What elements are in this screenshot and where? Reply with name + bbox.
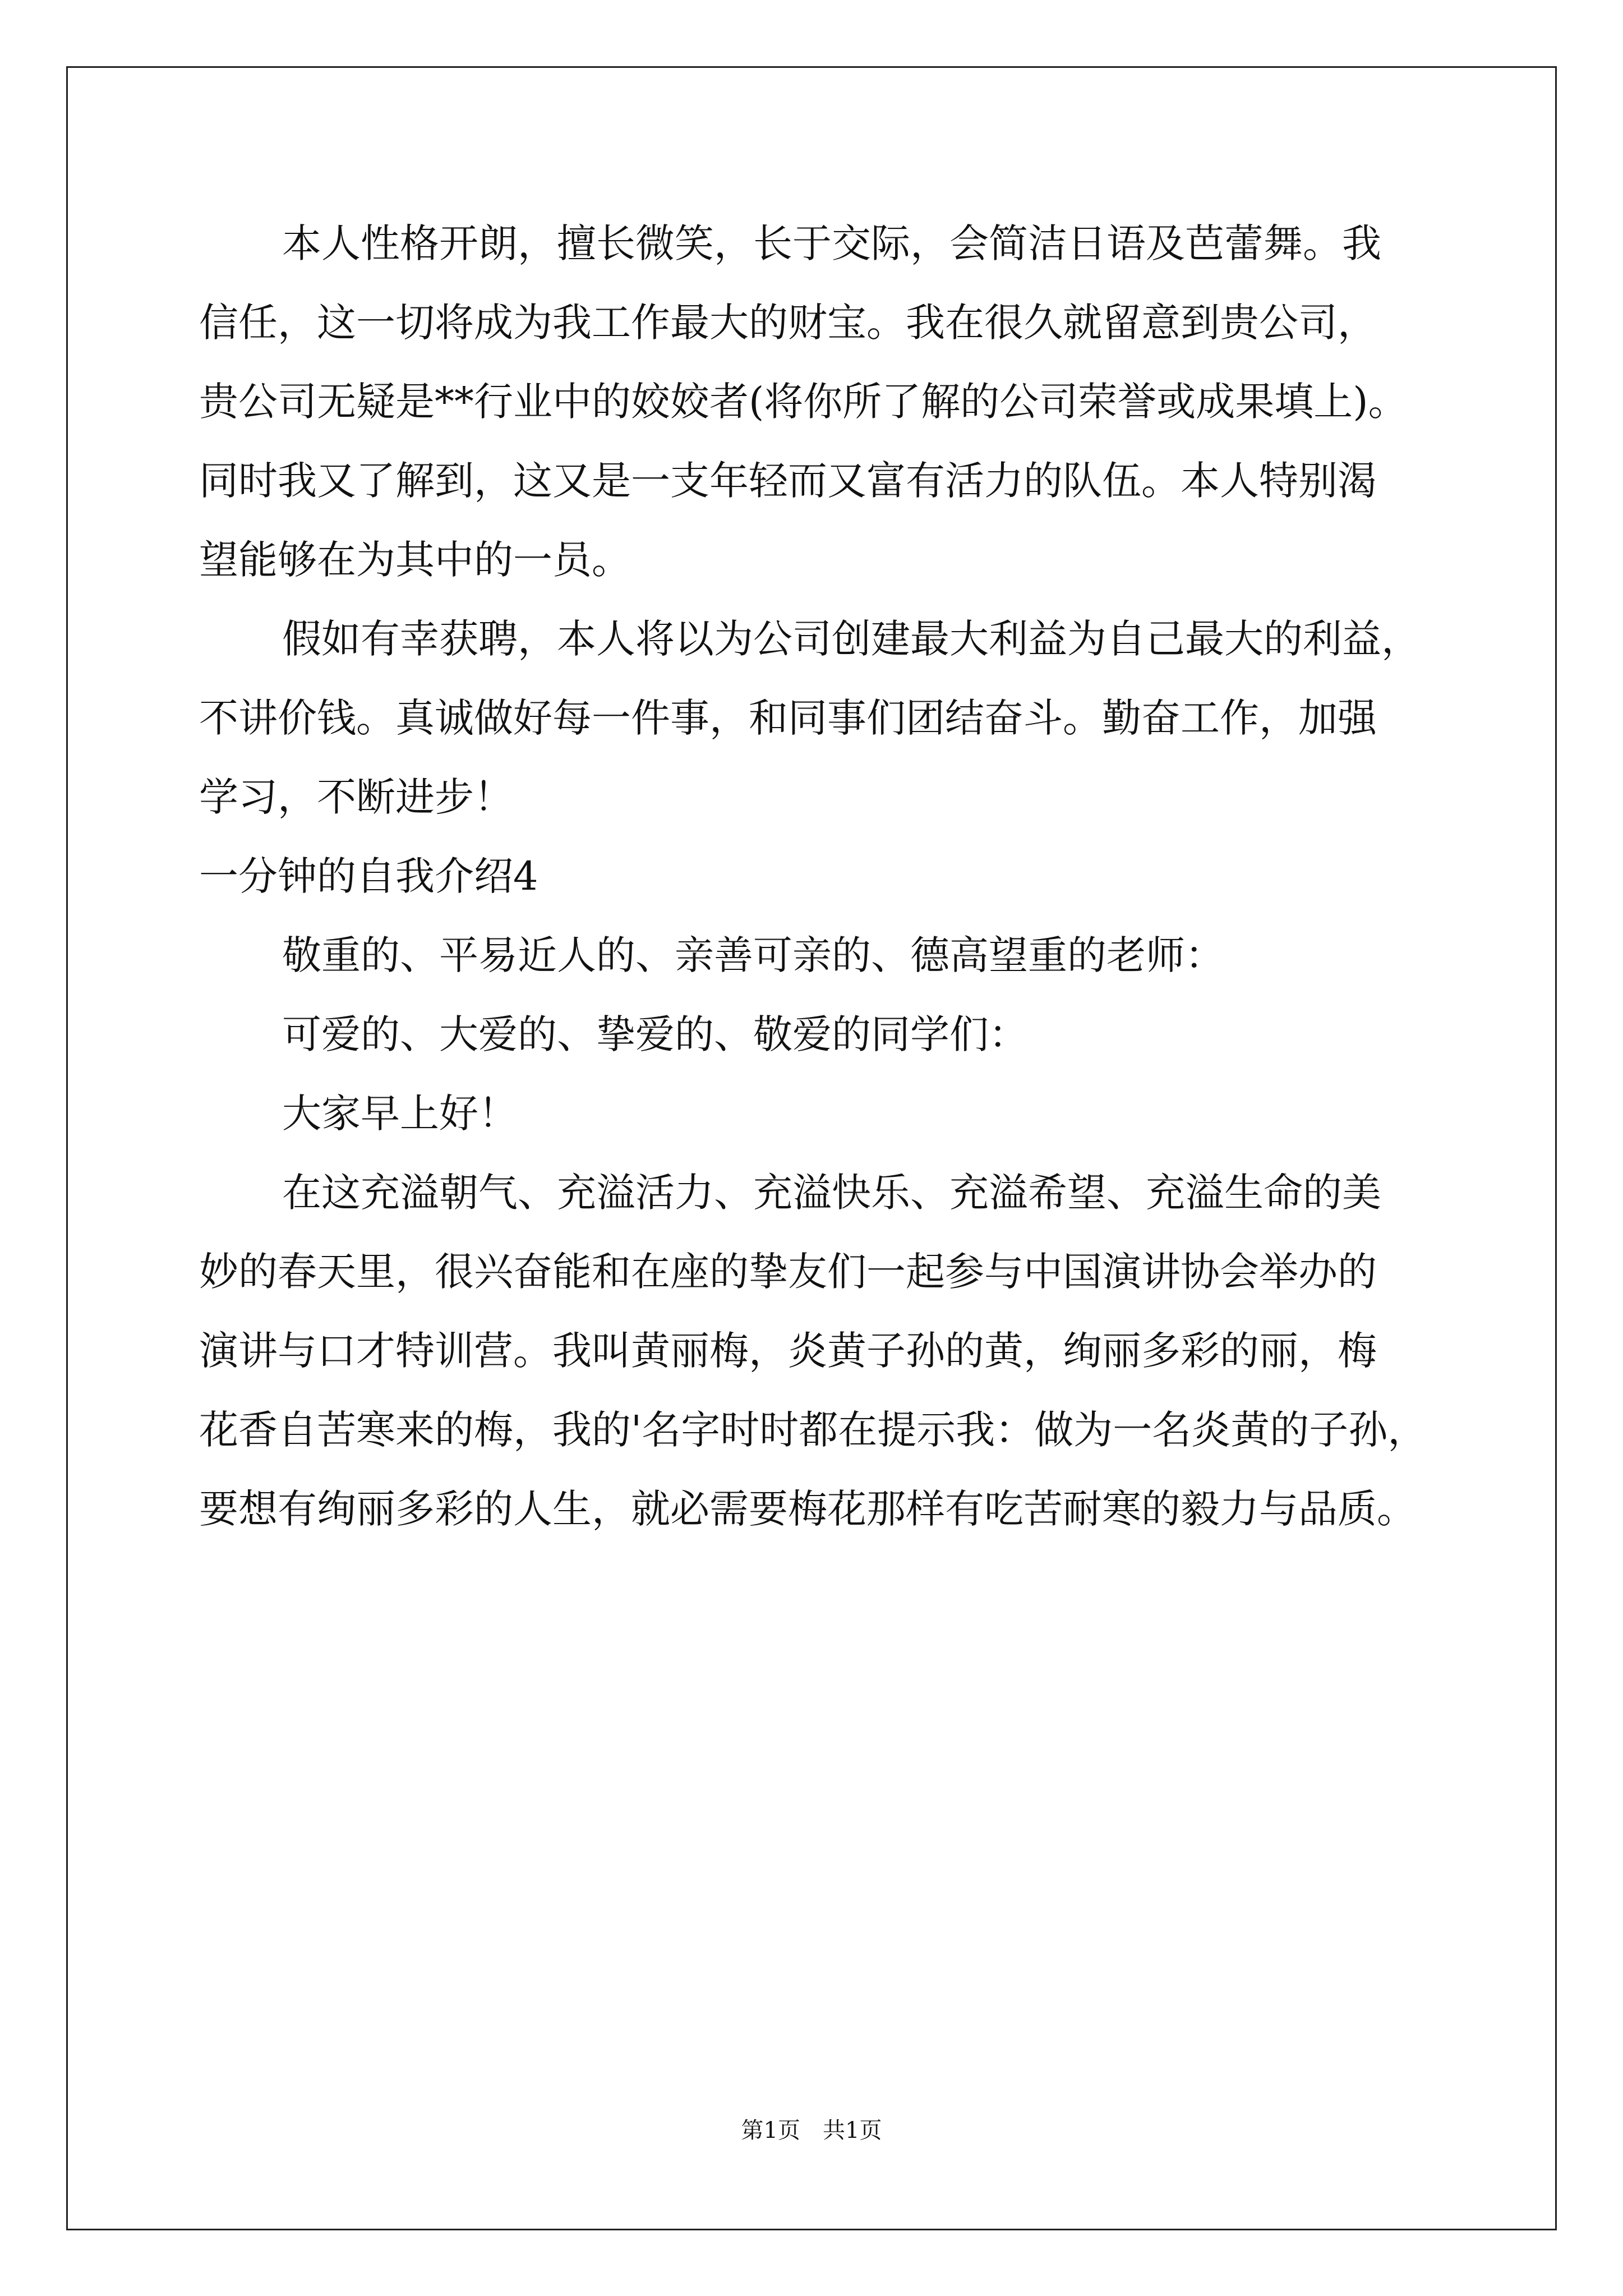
paragraph-line: 要想有绚丽多彩的人生，就必需要梅花那样有吃苦耐寒的毅力与品质。 (199, 1486, 1416, 1532)
paragraph-line: 学习，不断进步！ (199, 774, 513, 820)
paragraph-line: 可爱的、大爱的、挚爱的、敬爱的同学们： (282, 1011, 1028, 1057)
paragraph-line: 在这充溢朝气、充溢活力、充溢快乐、充溢希望、充溢生命的美 (282, 1170, 1381, 1216)
paragraph-line: 不讲价钱。真诚做好每一件事，和同事们团结奋斗。勤奋工作，加强 (199, 695, 1377, 741)
paragraph-line: 大家早上好！ (282, 1091, 518, 1137)
paragraph-line: 演讲与口才特训营。我叫黄丽梅，炎黄子孙的黄，绚丽多彩的丽，梅 (199, 1328, 1377, 1374)
paragraph-line: 妙的春天里，很兴奋能和在座的挚友们一起参与中国演讲协会举办的 (199, 1249, 1377, 1295)
paragraph-line: 望能够在为其中的一员。 (199, 537, 631, 583)
paragraph-line: 同时我又了解到，这又是一支年轻而又富有活力的队伍。本人特别渴 (199, 458, 1377, 504)
paragraph-line: 敬重的、平易近人的、亲善可亲的、德高望重的老师： (282, 932, 1224, 978)
paragraph-line: 本人性格开朗，擅长微笑，长于交际，会简洁日语及芭蕾舞。我 (282, 220, 1381, 266)
paragraph-line: 假如有幸获聘，本人将以为公司创建最大利益为自己最大的利益， (282, 616, 1421, 662)
paragraph-line: 贵公司无疑是**行业中的姣姣者(将你所了解的公司荣誉或成果填上)。 (199, 379, 1408, 425)
page-number-footer: 第1页 共1页 (741, 2118, 882, 2143)
paragraph-line: 信任，这一切将成为我工作最大的财宝。我在很久就留意到贵公司， (199, 300, 1377, 346)
paragraph-line: 花香自苦寒来的梅，我的'名字时时都在提示我：做为一名炎黄的子孙， (199, 1407, 1427, 1453)
section-heading: 一分钟的自我介绍4 (199, 853, 538, 899)
